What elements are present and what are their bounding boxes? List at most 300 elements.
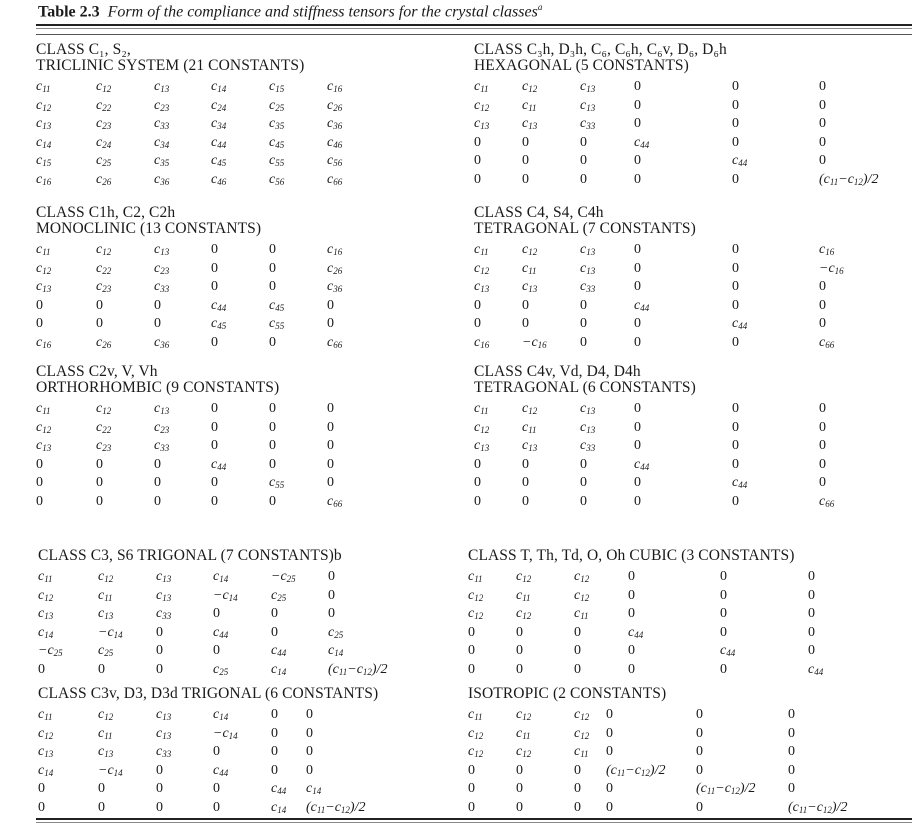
matrix-cell: $c_{13}$ <box>474 116 490 132</box>
section-monoclinic <box>36 204 343 353</box>
matrix-cell: $c_{44}$ <box>271 781 287 797</box>
matrix-cell: $c_{45}$ <box>211 153 227 169</box>
matrix-cell: 0 <box>732 260 739 276</box>
matrix-cell: 0 <box>269 334 276 350</box>
matrix-cell: 0 <box>516 799 523 815</box>
matrix-cell: 0 <box>819 279 826 295</box>
matrix-cell: 0 <box>468 762 475 778</box>
matrix-cell: $c_{13}$ <box>580 79 596 94</box>
matrix-row <box>474 78 826 97</box>
matrix-cell: 0 <box>574 781 581 797</box>
matrix-cell: 0 <box>522 493 529 509</box>
matrix-cell: 0 <box>819 97 826 113</box>
tensor-matrix <box>36 241 343 353</box>
matrix-cell: $c_{33}$ <box>580 116 596 132</box>
matrix-cell: $c_{16}$ <box>327 242 343 257</box>
matrix-cell: $c_{11}$ <box>522 419 537 435</box>
matrix-cell: $c_{56}$ <box>327 153 343 169</box>
matrix-cell: $c_{12}$ <box>96 401 112 416</box>
matrix-cell: 0 <box>732 401 739 416</box>
matrix-cell: $c_{25}$ <box>213 661 229 677</box>
matrix-cell: 0 <box>516 661 523 677</box>
matrix-cell: $c_{23}$ <box>154 97 170 113</box>
matrix-cell: $c_{46}$ <box>211 171 227 187</box>
class-header: CLASS T, Th, Td, O, Oh CUBIC (3 CONSTANTS) <box>468 547 795 564</box>
matrix-cell: 0 <box>732 79 739 94</box>
matrix-row <box>474 437 826 456</box>
matrix-cell: 0 <box>580 334 587 350</box>
matrix-row <box>36 474 334 493</box>
matrix-cell: $c_{14}$ <box>328 643 344 659</box>
matrix-row <box>474 297 826 316</box>
matrix-cell: $c_{23}$ <box>96 116 112 132</box>
matrix-cell: 0 <box>156 799 163 815</box>
matrix-row <box>474 278 826 297</box>
matrix-cell: $-c_{14}$ <box>213 725 238 741</box>
matrix-cell: $c_{44}$ <box>732 153 748 169</box>
matrix-cell: $c_{13}$ <box>156 569 172 584</box>
matrix-row <box>468 799 848 818</box>
matrix-row <box>36 115 343 134</box>
matrix-cell: 0 <box>634 419 641 435</box>
matrix-cell: 0 <box>580 171 587 187</box>
matrix-cell: 0 <box>720 587 727 603</box>
table-note-marker: a <box>537 2 543 12</box>
matrix-cell: 0 <box>306 707 313 722</box>
matrix-cell: 0 <box>96 297 103 313</box>
matrix-cell: 0 <box>468 799 475 815</box>
matrix-row <box>38 780 378 799</box>
matrix-row <box>38 706 378 725</box>
matrix-cell: $c_{23}$ <box>96 279 112 295</box>
matrix-cell: $c_{22}$ <box>96 97 112 113</box>
matrix-cell: 0 <box>634 475 641 491</box>
matrix-cell: $c_{33}$ <box>154 279 170 295</box>
section-tetragonal6 <box>474 363 835 512</box>
matrix-cell: 0 <box>211 475 218 491</box>
matrix-cell: $c_{44}$ <box>720 643 736 659</box>
matrix-cell: $c_{34}$ <box>211 116 227 132</box>
matrix-cell: 0 <box>271 624 278 640</box>
matrix-cell: $c_{11}$ <box>38 707 53 722</box>
class-header: CLASS C4v, Vd, D4, D4h <box>474 363 641 380</box>
matrix-cell: 0 <box>628 606 635 622</box>
matrix-cell: $c_{44}$ <box>634 134 650 150</box>
matrix-cell: $c_{12}$ <box>574 725 590 741</box>
matrix-cell: $c_{44}$ <box>808 661 824 677</box>
matrix-cell: 0 <box>474 134 481 150</box>
matrix-cell: $c_{33}$ <box>580 279 596 295</box>
tensor-matrix <box>468 706 848 818</box>
matrix-cell: 0 <box>720 661 727 677</box>
matrix-cell: 0 <box>269 260 276 276</box>
matrix-cell: 0 <box>269 419 276 435</box>
matrix-row <box>36 78 343 97</box>
matrix-cell: $c_{44}$ <box>271 643 287 659</box>
matrix-cell: 0 <box>96 456 103 472</box>
matrix-cell: 0 <box>328 606 335 622</box>
matrix-cell: $c_{44}$ <box>732 475 748 491</box>
matrix-cell: 0 <box>522 171 529 187</box>
matrix-cell: 0 <box>522 475 529 491</box>
matrix-row <box>36 171 343 190</box>
matrix-cell: $c_{11}$ <box>474 242 489 257</box>
matrix-cell: $c_{25}$ <box>328 624 344 640</box>
matrix-row <box>474 334 835 353</box>
matrix-cell: $c_{15}$ <box>36 153 52 169</box>
matrix-cell: 0 <box>213 643 220 659</box>
matrix-row <box>36 456 334 475</box>
table-caption <box>38 2 542 21</box>
matrix-cell: $c_{12}$ <box>522 79 538 94</box>
section-triclinic <box>36 41 343 190</box>
matrix-row <box>474 493 835 512</box>
matrix-cell: 0 <box>819 475 826 491</box>
matrix-cell: $c_{13}$ <box>522 116 538 132</box>
tensor-matrix <box>474 400 835 512</box>
matrix-cell: $c_{13}$ <box>580 419 596 435</box>
matrix-cell: 0 <box>732 97 739 113</box>
matrix-cell: $c_{14}$ <box>213 707 229 722</box>
matrix-cell: $c_{11}$ <box>522 260 537 276</box>
matrix-cell: 0 <box>211 493 218 509</box>
system-header: HEXAGONAL (5 CONSTANTS) <box>474 57 689 74</box>
matrix-cell: 0 <box>606 707 613 722</box>
matrix-cell: $c_{12}$ <box>574 587 590 603</box>
matrix-row <box>474 400 826 419</box>
matrix-cell: 0 <box>156 661 163 677</box>
matrix-cell: $c_{14}$ <box>271 661 287 677</box>
matrix-cell: 0 <box>580 153 587 169</box>
matrix-cell: 0 <box>788 725 795 741</box>
matrix-cell: 0 <box>606 781 613 797</box>
matrix-cell: 0 <box>580 297 587 313</box>
matrix-row <box>36 334 343 353</box>
matrix-cell: $c_{55}$ <box>269 153 285 169</box>
matrix-row <box>468 568 815 587</box>
matrix-cell: 0 <box>580 316 587 332</box>
matrix-cell: 0 <box>327 297 334 313</box>
matrix-cell: 0 <box>580 134 587 150</box>
matrix-cell: 0 <box>327 456 334 472</box>
matrix-row <box>468 661 824 680</box>
matrix-cell: 0 <box>732 297 739 313</box>
matrix-cell: $c_{12}$ <box>516 744 532 760</box>
matrix-cell: $c_{15}$ <box>269 79 285 94</box>
matrix-cell: $c_{12}$ <box>468 606 484 622</box>
matrix-row <box>468 605 815 624</box>
matrix-cell: 0 <box>522 316 529 332</box>
matrix-row <box>474 315 826 334</box>
matrix-cell: $c_{13}$ <box>474 438 490 454</box>
matrix-cell: $c_{16}$ <box>327 79 343 94</box>
matrix-cell: $c_{14}$ <box>213 569 229 584</box>
matrix-cell: $c_{11}$ <box>98 587 113 603</box>
matrix-cell: $c_{12}$ <box>36 419 52 435</box>
matrix-cell: 0 <box>474 493 481 509</box>
matrix-cell: 0 <box>628 661 635 677</box>
matrix-cell: 0 <box>819 116 826 132</box>
matrix-row <box>468 706 795 725</box>
matrix-cell: $c_{26}$ <box>96 334 112 350</box>
system-header: TRICLINIC SYSTEM (21 CONSTANTS) <box>36 57 305 74</box>
matrix-cell: $c_{13}$ <box>38 606 54 622</box>
matrix-cell: $c_{11}$ <box>522 97 537 113</box>
matrix-cell: $c_{11}$ <box>38 569 53 584</box>
tensor-matrix <box>468 568 824 680</box>
matrix-cell: $c_{44}$ <box>634 297 650 313</box>
matrix-cell: 0 <box>36 475 43 491</box>
matrix-cell: $-c_{14}$ <box>98 762 123 778</box>
tensor-matrix <box>36 400 343 512</box>
matrix-cell: $c_{14}$ <box>211 79 227 94</box>
matrix-cell: 0 <box>271 762 278 778</box>
matrix-cell: 0 <box>154 316 161 332</box>
matrix-cell: 0 <box>634 242 641 257</box>
bottom-rule-thin <box>36 822 912 823</box>
matrix-cell: 0 <box>211 438 218 454</box>
matrix-cell: $c_{33}$ <box>154 116 170 132</box>
matrix-cell: 0 <box>327 419 334 435</box>
matrix-cell: $c_{22}$ <box>96 260 112 276</box>
matrix-cell: 0 <box>269 242 276 257</box>
matrix-cell: 0 <box>522 297 529 313</box>
matrix-cell: 0 <box>468 624 475 640</box>
matrix-cell: $c_{11}$ <box>468 569 483 584</box>
matrix-cell: 0 <box>788 781 795 797</box>
matrix-row <box>36 419 334 438</box>
matrix-cell: $c_{12}$ <box>38 725 54 741</box>
matrix-cell: $c_{13}$ <box>580 260 596 276</box>
matrix-cell: $c_{11}$ <box>36 242 51 257</box>
matrix-cell: 0 <box>516 643 523 659</box>
matrix-cell: 0 <box>474 297 481 313</box>
matrix-cell: 0 <box>732 438 739 454</box>
matrix-cell: $c_{11}$ <box>474 79 489 94</box>
matrix-cell: $c_{12}$ <box>468 744 484 760</box>
matrix-row <box>36 152 343 171</box>
matrix-cell: 0 <box>819 79 826 94</box>
matrix-cell: 0 <box>696 762 703 778</box>
matrix-cell: 0 <box>808 587 815 603</box>
matrix-cell: $c_{13}$ <box>156 725 172 741</box>
matrix-cell: $c_{66}$ <box>819 334 835 350</box>
matrix-cell: 0 <box>38 661 45 677</box>
matrix-cell: 0 <box>606 744 613 760</box>
matrix-cell: 0 <box>516 762 523 778</box>
matrix-cell: $c_{11}$ <box>516 725 531 741</box>
matrix-cell: $(c_{11}-c_{12})/2$ <box>328 661 388 677</box>
class-header: CLASS C4, S4, C4h <box>474 204 604 221</box>
matrix-cell: $c_{11}$ <box>36 79 51 94</box>
matrix-cell: 0 <box>720 606 727 622</box>
matrix-cell: 0 <box>819 297 826 313</box>
matrix-cell: 0 <box>269 401 276 416</box>
matrix-cell: $c_{22}$ <box>96 419 112 435</box>
matrix-row <box>36 297 334 316</box>
matrix-cell: 0 <box>574 643 581 659</box>
matrix-cell: 0 <box>36 316 43 332</box>
matrix-row <box>36 260 343 279</box>
matrix-cell: $c_{14}$ <box>38 762 54 778</box>
matrix-cell: $c_{44}$ <box>211 297 227 313</box>
matrix-cell: 0 <box>732 456 739 472</box>
matrix-cell: 0 <box>819 438 826 454</box>
matrix-row <box>474 171 879 190</box>
class-header: ISOTROPIC (2 CONSTANTS) <box>468 685 667 702</box>
tensor-matrix <box>38 568 388 680</box>
tensor-matrix <box>474 78 879 190</box>
matrix-cell: $c_{33}$ <box>580 438 596 454</box>
matrix-cell: 0 <box>154 493 161 509</box>
section-hexagonal <box>474 41 879 190</box>
matrix-cell: $c_{11}$ <box>474 401 489 416</box>
system-header: TETRAGONAL (6 CONSTANTS) <box>474 379 696 396</box>
matrix-cell: 0 <box>634 401 641 416</box>
section-trigonal6 <box>38 686 378 818</box>
matrix-row <box>474 115 826 134</box>
matrix-cell: 0 <box>98 661 105 677</box>
matrix-cell: $c_{12}$ <box>474 419 490 435</box>
matrix-cell: $c_{33}$ <box>154 438 170 454</box>
matrix-cell: $c_{44}$ <box>732 316 748 332</box>
matrix-row <box>36 315 334 334</box>
matrix-cell: $-c_{14}$ <box>213 587 238 603</box>
matrix-cell: 0 <box>474 153 481 169</box>
matrix-row <box>38 799 378 818</box>
matrix-cell: $c_{12}$ <box>468 725 484 741</box>
matrix-cell: 0 <box>732 334 739 350</box>
matrix-cell: 0 <box>213 744 220 760</box>
matrix-cell: 0 <box>468 661 475 677</box>
matrix-cell: $c_{14}$ <box>271 799 287 815</box>
matrix-cell: 0 <box>634 79 641 94</box>
matrix-cell: 0 <box>606 725 613 741</box>
matrix-cell: $c_{36}$ <box>327 279 343 295</box>
matrix-cell: $c_{44}$ <box>211 134 227 150</box>
matrix-cell: 0 <box>819 401 826 416</box>
matrix-cell: 0 <box>628 569 635 584</box>
matrix-cell: $c_{26}$ <box>327 260 343 276</box>
matrix-cell: 0 <box>211 419 218 435</box>
matrix-cell: 0 <box>732 279 739 295</box>
matrix-cell: 0 <box>788 762 795 778</box>
matrix-cell: $c_{13}$ <box>154 242 170 257</box>
matrix-cell: 0 <box>516 624 523 640</box>
matrix-cell: $c_{11}$ <box>36 401 51 416</box>
matrix-row <box>36 278 343 297</box>
matrix-cell: $c_{55}$ <box>269 316 285 332</box>
matrix-cell: 0 <box>96 475 103 491</box>
matrix-cell: 0 <box>36 297 43 313</box>
matrix-cell: $c_{11}$ <box>98 725 113 741</box>
matrix-cell: 0 <box>96 493 103 509</box>
matrix-cell: 0 <box>96 316 103 332</box>
matrix-cell: $c_{11}$ <box>574 744 589 760</box>
matrix-cell: $c_{44}$ <box>213 624 229 640</box>
matrix-cell: $c_{13}$ <box>580 242 596 257</box>
matrix-cell: 0 <box>634 279 641 295</box>
matrix-cell: 0 <box>522 134 529 150</box>
matrix-cell: 0 <box>38 799 45 815</box>
matrix-cell: $c_{12}$ <box>36 97 52 113</box>
matrix-cell: $c_{16}$ <box>819 242 835 257</box>
matrix-row <box>474 260 844 279</box>
matrix-cell: 0 <box>516 781 523 797</box>
matrix-row <box>36 493 343 512</box>
matrix-cell: $c_{35}$ <box>269 116 285 132</box>
matrix-cell: $c_{12}$ <box>468 587 484 603</box>
matrix-cell: $c_{13}$ <box>98 606 114 622</box>
matrix-cell: $c_{34}$ <box>154 134 170 150</box>
matrix-row <box>38 624 342 643</box>
matrix-cell: 0 <box>306 744 313 760</box>
matrix-cell: 0 <box>788 707 795 722</box>
section-trigonal7 <box>38 547 388 680</box>
matrix-cell: 0 <box>808 569 815 584</box>
matrix-cell: 0 <box>213 799 220 815</box>
matrix-cell: $(c_{11}-c_{12})/2$ <box>306 799 366 815</box>
matrix-cell: 0 <box>732 116 739 132</box>
matrix-cell: $c_{36}$ <box>154 171 170 187</box>
matrix-cell: $c_{45}$ <box>269 134 285 150</box>
matrix-cell: $c_{11}$ <box>574 606 589 622</box>
matrix-cell: 0 <box>474 456 481 472</box>
matrix-cell: $c_{13}$ <box>36 438 52 454</box>
section-tetragonal7 <box>474 204 844 353</box>
matrix-row <box>38 725 378 744</box>
matrix-cell: 0 <box>732 134 739 150</box>
matrix-cell: 0 <box>213 781 220 797</box>
matrix-cell: 0 <box>696 707 703 722</box>
matrix-row <box>468 762 795 781</box>
header-rule <box>36 34 912 35</box>
matrix-cell: 0 <box>156 643 163 659</box>
matrix-cell: $c_{12}$ <box>474 97 490 113</box>
matrix-row <box>38 642 342 661</box>
matrix-cell: $c_{44}$ <box>211 456 227 472</box>
matrix-cell: 0 <box>819 316 826 332</box>
matrix-cell: $c_{36}$ <box>154 334 170 350</box>
matrix-cell: 0 <box>154 456 161 472</box>
matrix-cell: $c_{16}$ <box>36 171 52 187</box>
matrix-row <box>474 456 826 475</box>
matrix-cell: 0 <box>211 242 218 257</box>
matrix-cell: 0 <box>574 661 581 677</box>
matrix-row <box>468 780 795 799</box>
matrix-cell: $c_{14}$ <box>36 134 52 150</box>
matrix-cell: $c_{12}$ <box>574 569 590 584</box>
matrix-cell: 0 <box>211 260 218 276</box>
matrix-cell: $c_{13}$ <box>522 438 538 454</box>
matrix-cell: $-c_{25}$ <box>38 643 63 659</box>
matrix-cell: 0 <box>154 297 161 313</box>
matrix-cell: $c_{13}$ <box>522 279 538 295</box>
matrix-cell: 0 <box>634 97 641 113</box>
matrix-cell: 0 <box>211 279 218 295</box>
matrix-cell: $c_{12}$ <box>516 707 532 722</box>
matrix-cell: 0 <box>580 456 587 472</box>
matrix-cell: 0 <box>634 438 641 454</box>
matrix-cell: $c_{12}$ <box>98 569 114 584</box>
matrix-cell: 0 <box>788 744 795 760</box>
matrix-row <box>474 97 826 116</box>
matrix-cell: 0 <box>628 587 635 603</box>
matrix-row <box>474 152 826 171</box>
matrix-cell: 0 <box>98 799 105 815</box>
matrix-cell: 0 <box>327 401 334 416</box>
matrix-cell: 0 <box>38 781 45 797</box>
